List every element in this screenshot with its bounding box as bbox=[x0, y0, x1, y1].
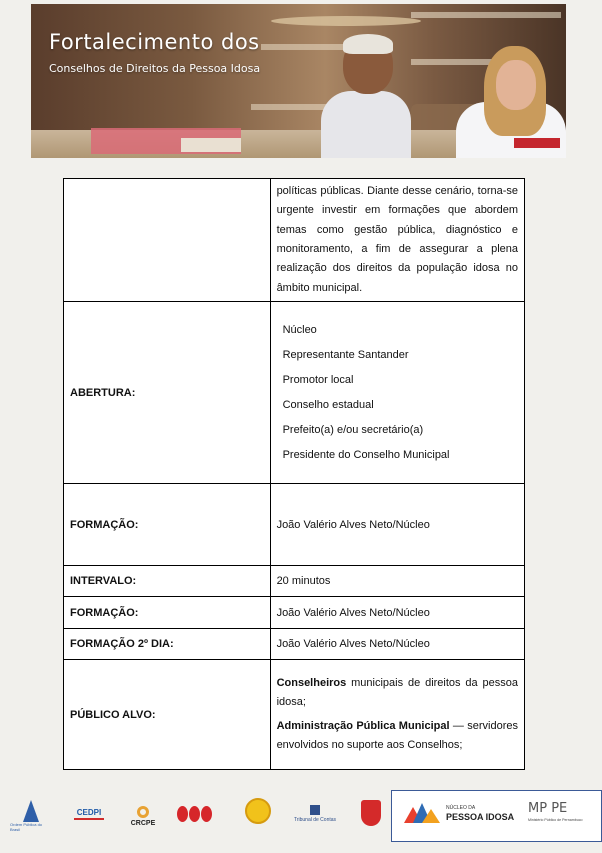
table-row bbox=[64, 484, 525, 566]
list-item: Núcleo bbox=[282, 323, 317, 336]
bold-term: Administração Pública Municipal bbox=[276, 719, 450, 732]
building-icon bbox=[310, 805, 320, 815]
banner-boxes bbox=[181, 138, 241, 152]
paragraph-text: municipais de direitos da pessoa idosa; bbox=[276, 676, 518, 709]
table-row bbox=[64, 302, 525, 484]
row-label: FORMAÇÃO: bbox=[64, 597, 271, 629]
paragraph-text: — servidores envolvidos no suporte aos Conselhos; bbox=[276, 719, 519, 751]
mppe-logo bbox=[528, 801, 583, 822]
intro-text: políticas públicas. Diante desse cenário, torna-se urgente investir em formações que abordem temas como gestão pública, diagnóstico e monitoramento, a fim de assegurar a plena realização dos direitos da população idosa no âmbito municipal. bbox=[270, 179, 524, 302]
table-row bbox=[64, 660, 525, 770]
publico-paragraph bbox=[277, 717, 518, 756]
publico-alvo-cell bbox=[270, 660, 524, 770]
cedpi-logo-text: CEDPI bbox=[76, 808, 102, 817]
mppe-logo-text: MP PE bbox=[528, 801, 568, 816]
crcpe-logo bbox=[130, 800, 156, 832]
banner-elderly-man bbox=[321, 36, 411, 158]
shield-logo bbox=[361, 800, 381, 826]
nucleo-pessoa-idosa-logo bbox=[404, 803, 514, 823]
tce-logo bbox=[292, 802, 338, 826]
list-item: Presidente do Conselho Municipal bbox=[282, 448, 450, 461]
table-row bbox=[64, 179, 525, 302]
row-label: ABERTURA: bbox=[64, 302, 271, 484]
row-value: João Valério Alves Neto/Núcleo bbox=[270, 597, 524, 629]
schedule-table bbox=[63, 178, 525, 770]
crcpe-mark-icon bbox=[137, 806, 149, 818]
triangles-icon bbox=[404, 803, 440, 823]
row-label: INTERVALO: bbox=[64, 566, 271, 597]
list-item: Representante Santander bbox=[282, 348, 409, 361]
row-label: PÚBLICO ALVO: bbox=[64, 660, 271, 770]
oab-logo bbox=[176, 804, 212, 824]
table-row bbox=[64, 629, 525, 660]
header-banner bbox=[31, 4, 566, 158]
partner-logo-box bbox=[391, 790, 602, 842]
row-label: FORMAÇÃO 2º DIA: bbox=[64, 629, 271, 660]
list-item: Promotor local bbox=[282, 373, 354, 386]
row-value: 20 minutos bbox=[270, 566, 524, 597]
abertura-list bbox=[270, 302, 524, 484]
row-label: FORMAÇÃO: bbox=[64, 484, 271, 566]
table-cell-empty bbox=[64, 179, 271, 302]
cedpi-logo bbox=[73, 804, 105, 824]
banner-bowl bbox=[271, 16, 421, 26]
banner-title: Fortalecimento dos bbox=[49, 30, 260, 54]
banner-young-woman bbox=[456, 46, 566, 158]
mppe-small-text: Ministério Público de Pernambuco bbox=[528, 818, 583, 822]
pyramid-icon bbox=[23, 800, 39, 822]
list-item: Conselho estadual bbox=[282, 398, 374, 411]
nucleo-big-text: PESSOA IDOSA bbox=[446, 811, 515, 822]
tce-logo-text: Tribunal de Contas bbox=[293, 817, 337, 823]
table-row bbox=[64, 566, 525, 597]
sun-emblem-logo bbox=[245, 798, 271, 824]
crcpe-logo-text: CRCPE bbox=[130, 819, 156, 827]
banner-subtitle: Conselhos de Direitos da Pessoa Idosa bbox=[49, 62, 261, 75]
publico-paragraph bbox=[277, 674, 518, 713]
bold-term: Conselheiros bbox=[276, 676, 347, 689]
list-item: Prefeito(a) e/ou secretário(a) bbox=[282, 423, 424, 436]
nucleo-small-text: NÚCLEO DA bbox=[446, 804, 476, 811]
banner-shelf bbox=[411, 12, 561, 18]
table-row bbox=[64, 597, 525, 629]
row-value: João Valério Alves Neto/Núcleo bbox=[270, 629, 524, 660]
row-value: João Valério Alves Neto/Núcleo bbox=[270, 484, 524, 566]
brasil-logo-text: Ordem Pública do Brasil bbox=[10, 822, 43, 832]
brasil-logo bbox=[10, 798, 52, 834]
